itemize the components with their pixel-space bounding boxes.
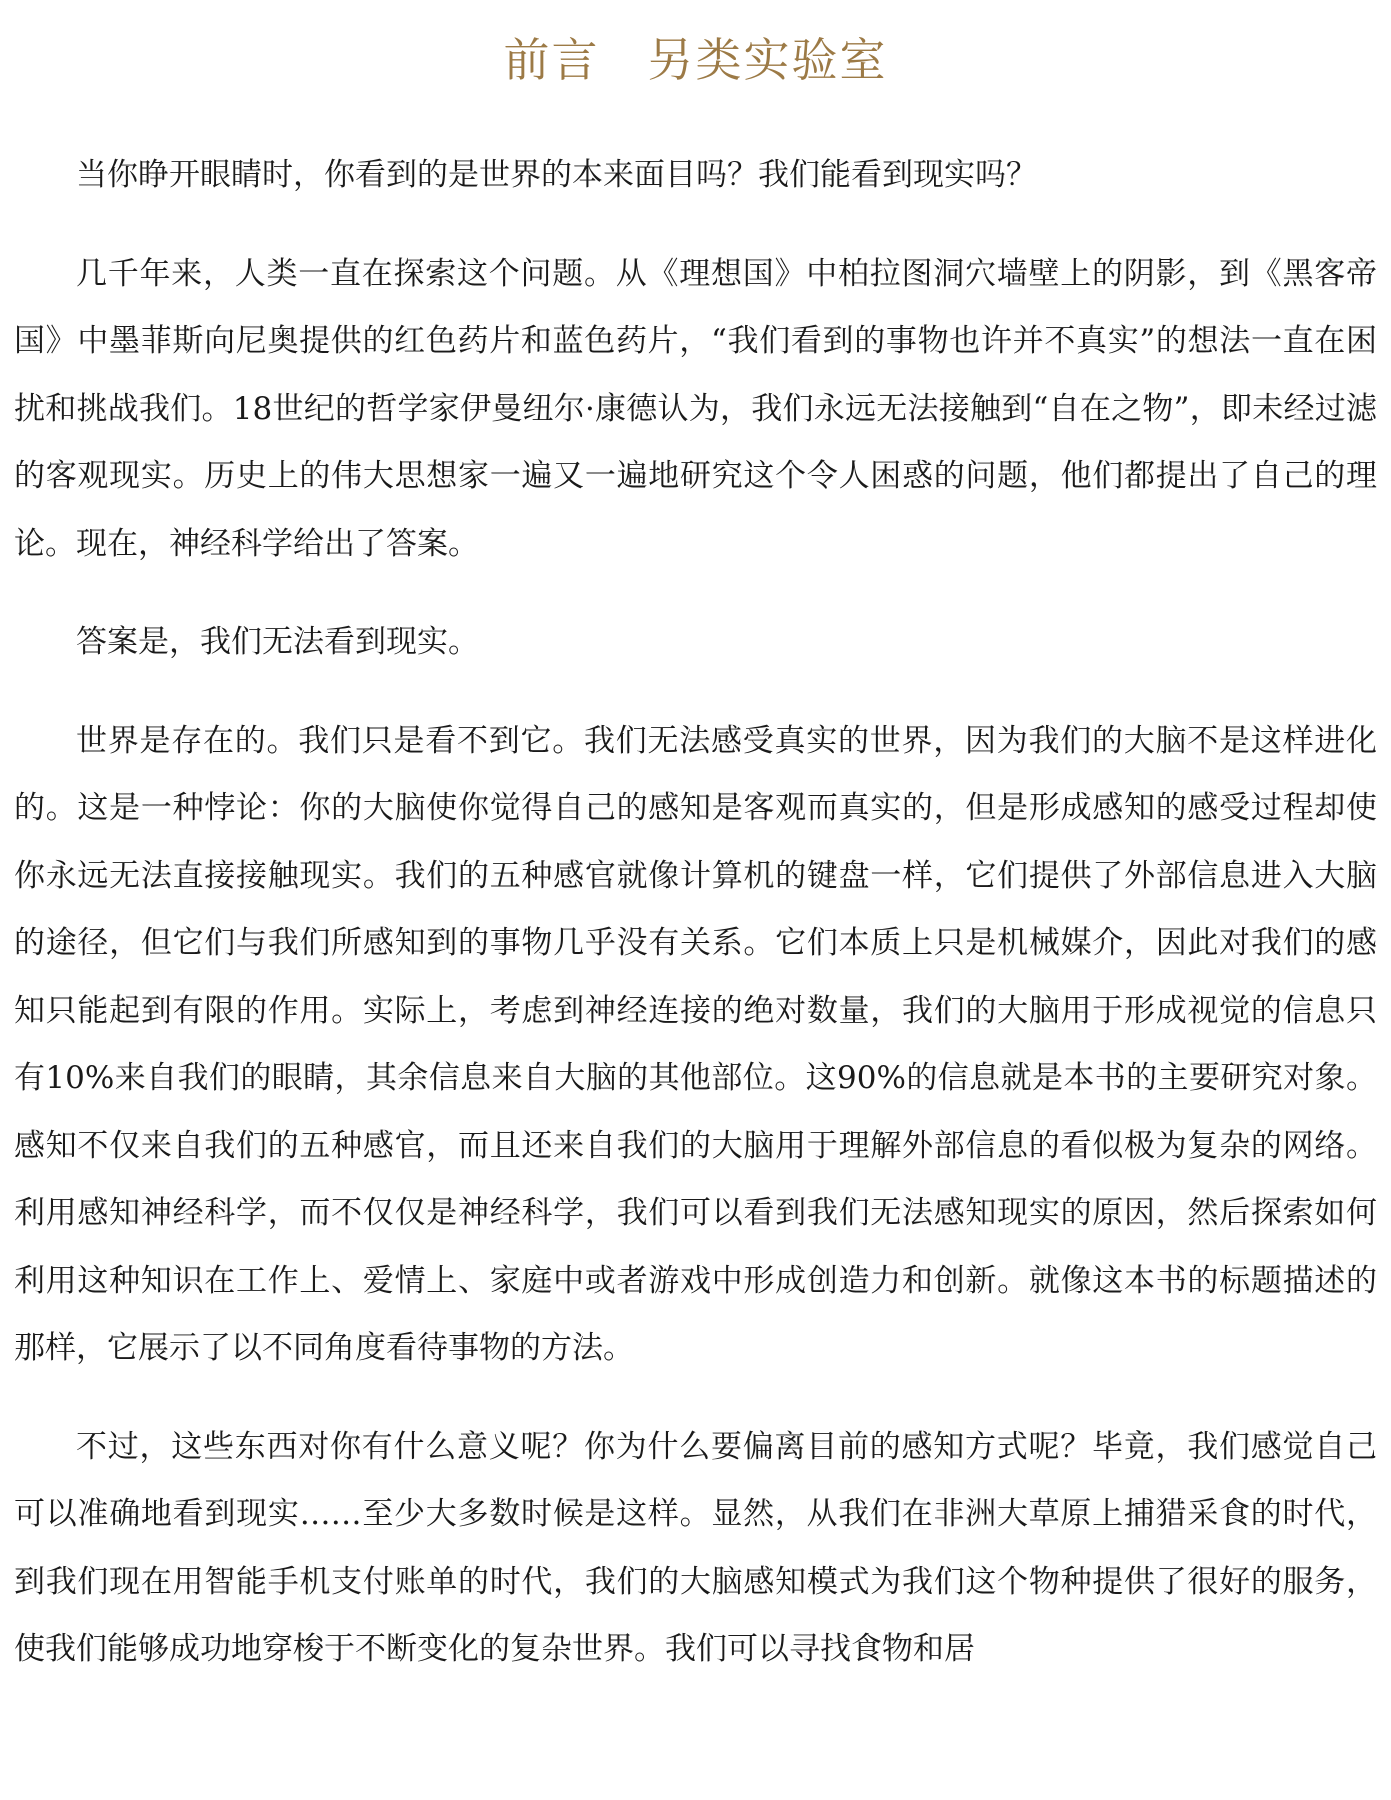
chapter-title: 另类实验室 [647, 33, 888, 87]
body-paragraph-3: 答案是，我们无法看到现实。 [76, 624, 479, 660]
body-paragraph-2: 几千年来，人类一直在探索这个问题。从《理想国》中柏拉图洞穴墙壁上的阴影，到《黑客帝国》中墨菲斯向尼奥提供的红色药片和蓝色药片，“我们看到的事物也许并不真实”的想法一直在困扰和挑战我们。18世纪的哲学家伊曼纽尔·康德认为，我们永远无法接触到“自在之物”，即未经过滤的客观现实。历史上的伟大思想家一遍又一遍地研究这个令人困惑的问题，他们都提出了自己的理论。现在，神经科学给出了答案。 [14, 255, 1377, 562]
body-paragraph-5: 不过，这些东西对你有什么意义呢？你为什么要偏离目前的感知方式呢？毕竟，我们感觉自己可以准确地看到现实……至少大多数时候是这样。显然，从我们在非洲大草原上捕猎采食的时代，到我们现在用智能手机支付账单的时代，我们的大脑感知模式为我们这个物种提供了很好的服务，使我们能够成功地穿梭于不断变化的复杂世界。我们可以寻找食物和居 [14, 1428, 1377, 1667]
body-paragraph-1: 当你睁开眼睛时，你看到的是世界的本来面目吗？我们能看到现实吗？ [76, 157, 1037, 193]
chapter-heading [14, 30, 1377, 90]
chapter-label: 前言 [503, 33, 600, 87]
body-paragraph-4: 世界是存在的。我们只是看不到它。我们无法感受真实的世界，因为我们的大脑不是这样进化的。这是一种悖论：你的大脑使你觉得自己的感知是客观而真实的，但是形成感知的感受过程却使你永远无法直接接触现实。我们的五种感官就像计算机的键盘一样，它们提供了外部信息进入大脑的途径，但它们与我们所感知到的事物几乎没有关系。它们本质上只是机械媒介，因此对我们的感知只能起到有限的作用。实际上，考虑到神经连接的绝对数量，我们的大脑用于形成视觉的信息只有10%来自我们的眼睛，其余信息来自大脑的其他部位。这90%的信息就是本书的主要研究对象。感知不仅来自我们的五种感官，而且还来自我们的大脑用于理解外部信息的看似极为复杂的网络。利用感知神经科学，而不仅仅是神经科学，我们可以看到我们无法感知现实的原因，然后探索如何利用这种知识在工作上、爱情上、家庭中或者游戏中形成创造力和创新。就像这本书的标题描述的那样，它展示了以不同角度看待事物的方法。 [14, 722, 1377, 1366]
